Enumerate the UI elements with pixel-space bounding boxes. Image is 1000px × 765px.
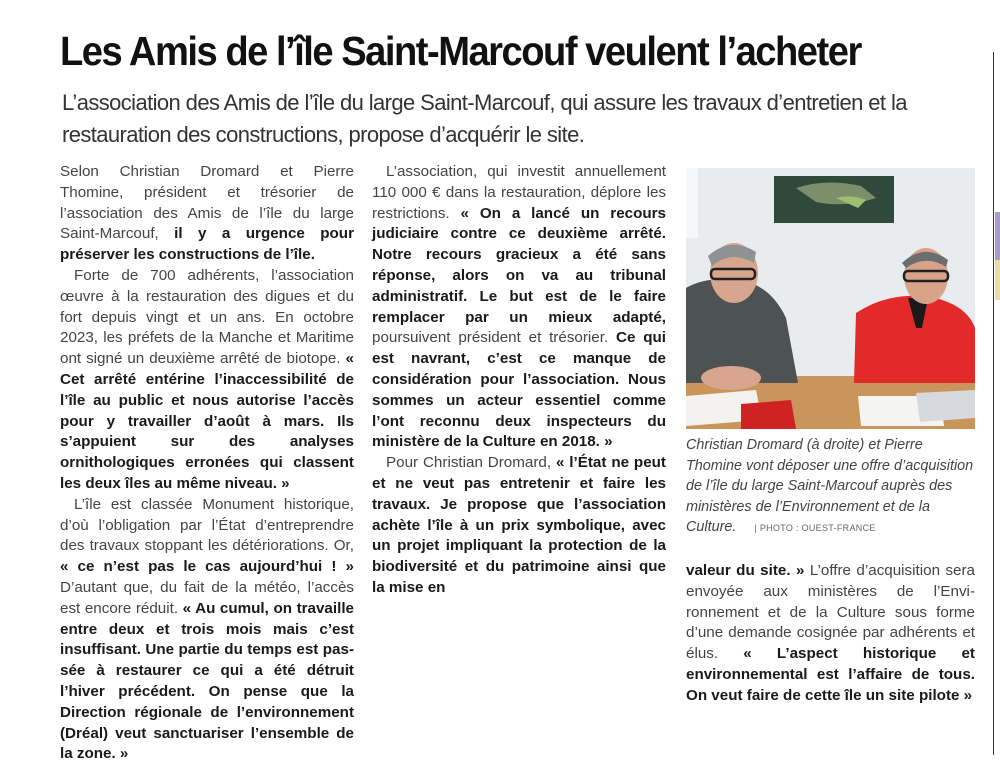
adjacent-page-edge xyxy=(993,52,1000,755)
article-photo xyxy=(686,168,975,429)
quote: « ce n’est pas le cas aujourd’hui ! » xyxy=(60,558,354,576)
adjacent-page-color-strip xyxy=(995,260,1000,300)
article-column-1 xyxy=(60,162,354,765)
paragraph-1: Selon Christian Dromard et Pierre Thomine, président et trésorier de l’association des Amis de l’île du large Saint-Marcouf, il y a urgence pour préserver les constructions de l’île. xyxy=(60,163,354,264)
quote: valeur du site. » xyxy=(686,562,805,579)
paragraph-3: L’île est classée Monument historique, d’où l’obligation par l’État d’entreprendre des travaux stoppant les détériorations. Or, « ce n’est pas le cas aujourd’hui ! » D’autant que, du fait de la météo, l’accès est encore réduit. « Au cumul, on travaille entre deux et trois mois mais c’est insuffisant. Une partie du temps est passée à restaurer ce qui a été détruit l’hiver précédent. On pense que la Direction régionale de l’environnement (Dréal) veut sanctuariser l’ensemble de la zone. » xyxy=(60,495,354,763)
quote: « L’aspect historique et environnemental est l’affaire de tous. On veut faire de cette île un site pilote » xyxy=(686,645,975,704)
photo-caption: Christian Dromard (à droite) et Pierre Thomine vont déposer une offre d’acquisition de l’île du large Saint-Marcouf auprès des ministères de l’Environnement et de la Culture. | PHOTO : OUEST-FRANCE xyxy=(686,437,974,536)
article-standfirst: L’association des Amis de l’île du large Saint-Marcouf, qui assure les travaux d’entretien et la restauration des constructions, propose d’acquérir le site. xyxy=(62,90,907,147)
article-column-2-content xyxy=(372,162,666,599)
quote: « On a lancé un recours judiciaire contre ce deuxième arrêté. Notre recours gracieux a été sans réponse, alors on va au tribunal administratif. Le but est de le faire remplacer par un mieux adapté, xyxy=(372,204,666,326)
quote: « Au cumul, on travaille entre deux et trois mois mais c’est insuffisant. Une partie du temps est passée à restaurer ce qui a été détruit l’hiver précédent. On pense que la Direction régionale de l’environnement (Dréal) veut sanctuariser l’ensemble de la zone. » xyxy=(60,599,354,763)
quote: Ce qui est navrant, c’est ce manque de considération pour l’association. Nous sommes un acteur essentiel comme l’ont reconnu deux inspecteurs du ministère de la Culture en 2018. » xyxy=(372,329,666,451)
photo-credit: | PHOTO : OUEST-FRANCE xyxy=(754,523,876,534)
quote: « Cet arrêté entérine l’inaccessibilité de l’île au public et nous autorise l’accès pour y travailler d’août à mars. Ils s’appuient sur des analyses ornithologiques erronées qui classent les deux îles au même niveau. » xyxy=(60,350,354,492)
article-column-3 xyxy=(686,561,975,707)
photo-two-men-at-table xyxy=(686,168,975,429)
article-headline: Les Amis de l’île Saint-Marcouf veulent l’acheter xyxy=(60,28,861,74)
paragraph-5-continued: valeur du site. » L’offre d’acquisition sera envoyée aux ministères de l’Environnement et de la Culture sous forme d’une demande cosignée par adhérents et élus. « L’aspect historique et environnemental est l’affaire de tous. On veut faire de cette île un site pilote » xyxy=(686,562,975,704)
adjacent-page-color-strip xyxy=(995,212,1000,260)
quote: « l’État ne peut et ne veut pas entretenir et faire les travaux. Je propose que l’association achète l’île à un prix symbolique, avec un projet impliquant la protection de la biodiversité et du patrimoine ainsi que la mise en xyxy=(372,454,666,596)
paragraph-5: Pour Christian Dromard, « l’État ne peut et ne veut pas entretenir et faire les travaux. Je propose que l’association achète l’île à un prix symbolique, avec un projet impliquant la protection de la biodiversité et du patrimoine ainsi que la mise en xyxy=(372,454,666,596)
paragraph-4: L’association, qui investit annuellement 110 000 € dans la restauration, déplore les restrictions. « On a lancé un recours judiciaire contre ce deuxième arrêté. Notre recours gracieux a été sans réponse, alors on va au tribunal administratif. Le but est de le faire remplacer par un mieux adapté, poursuivent président et trésorier. Ce qui est navrant, c’est ce manque de considération pour l’association. Nous sommes un acteur essentiel comme l’ont reconnu deux inspecteurs du ministère de la Culture en 2018. » xyxy=(372,163,666,451)
paragraph-2: Forte de 700 adhérents, l’association œuvre à la restauration des digues et du fort depuis vingt et un ans. En octobre 2023, les préfets de la Manche et Maritime ont signé un deuxième arrêté de biotope. « Cet arrêté entérine l’inaccessibilité de l’île au public et nous autorise l’accès pour y travailler d’août à mars. Ils s’appuient sur des analyses ornithologiques erronées qui classent les deux îles au même niveau. » xyxy=(60,266,354,492)
